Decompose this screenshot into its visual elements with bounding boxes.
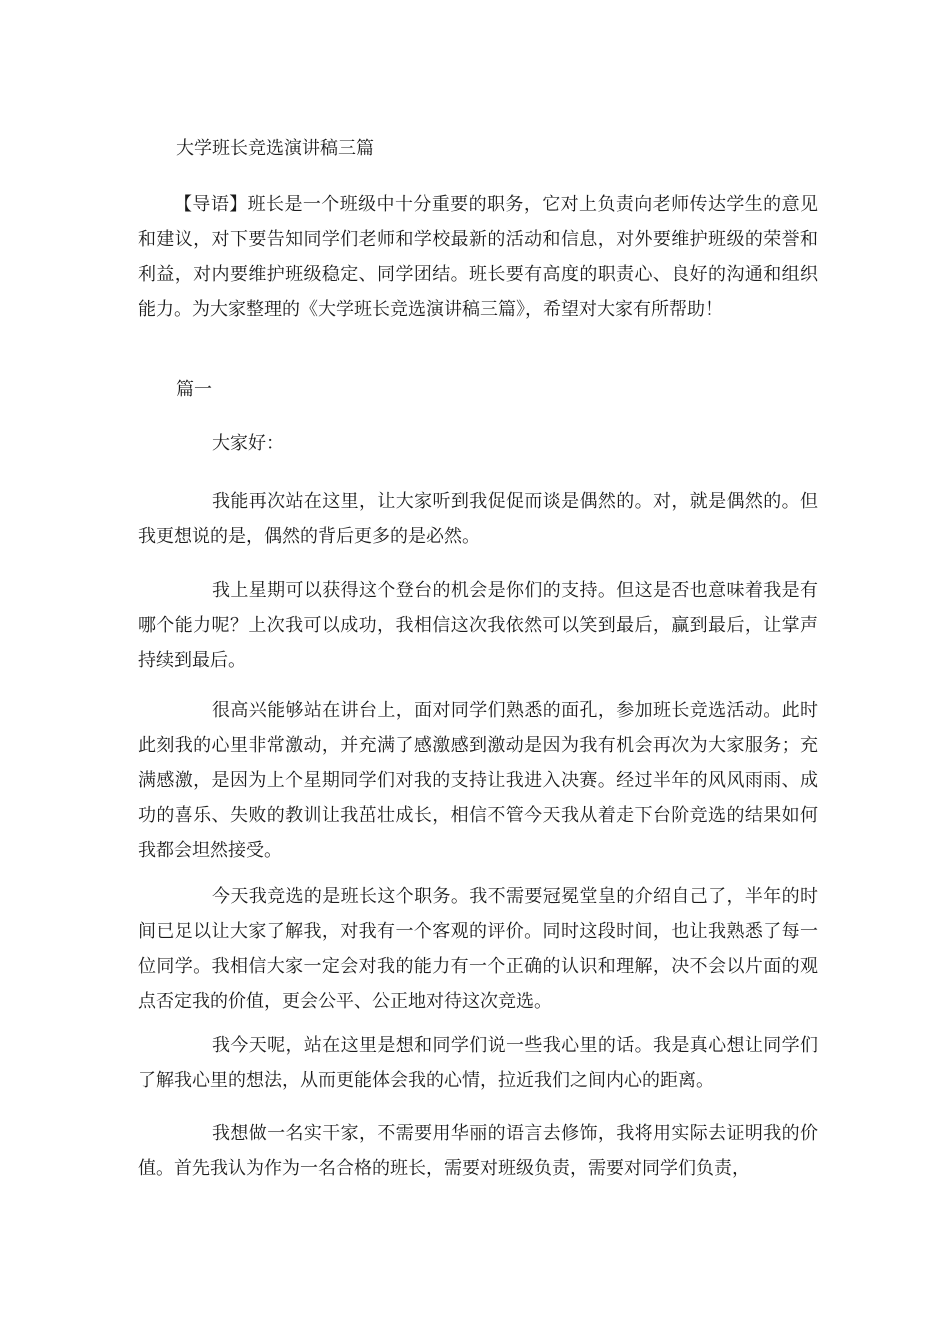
- body-paragraph: 今天我竞选的是班长这个职务。我不需要冠冕堂皇的介绍自己了，半年的时间已足以让大家了解我，对我有一个客观的评价。同时这段时间，也让我熟悉了每一位同学。我相信大家一定会对我的能力有一个正确的认识和理解，决不会以片面的观点否定我的价值，更会公平、公正地对待这次竞选。: [138, 886, 818, 1012]
- body-paragraph: 我今天呢，站在这里是想和同学们说一些我心里的话。我是真心想让同学们了解我心里的想法，从而更能体会我的心情，拉近我们之间内心的距离。: [138, 1035, 818, 1091]
- document-title: 大学班长竞选演讲稿三篇: [176, 138, 374, 159]
- intro-paragraph: 【导语】班长是一个班级中十分重要的职务，它对上负责向老师传达学生的意见和建议，对下要告知同学们老师和学校最新的活动和信息，对外要维护班级的荣誉和利益，对内要维护班级稳定、同学团结。班长要有高度的职责心、良好的沟通和组织能力。为大家整理的《大学班长竞选演讲稿三篇》，希望对大家有所帮助！: [138, 194, 818, 320]
- section-label: 篇一: [176, 379, 212, 400]
- body-paragraph: 我能再次站在这里，让大家听到我促促而谈是偶然的。对，就是偶然的。但我更想说的是，偶然的背后更多的是必然。: [138, 491, 818, 547]
- body-paragraph: 很高兴能够站在讲台上，面对同学们熟悉的面孔，参加班长竞选活动。此时此刻我的心里非常激动，并充满了感激感到激动是因为我有机会再次为大家服务；充满感激，是因为上个星期同学们对我的支持让我进入决赛。经过半年的风风雨雨、成功的喜乐、失败的教训让我茁壮成长，相信不管今天我从着走下台阶竞选的结果如何我都会坦然接受。: [138, 700, 818, 861]
- body-paragraph: 我想做一名实干家，不需要用华丽的语言去修饰，我将用实际去证明我的价值。首先我认为作为一名合格的班长，需要对班级负责，需要对同学们负责，: [138, 1123, 818, 1179]
- body-paragraph: 我上星期可以获得这个登台的机会是你们的支持。但这是否也意味着我是有哪个能力呢？上次我可以成功，我相信这次我依然可以笑到最后，赢到最后，让掌声持续到最后。: [138, 580, 818, 671]
- greeting: 大家好：: [212, 433, 284, 454]
